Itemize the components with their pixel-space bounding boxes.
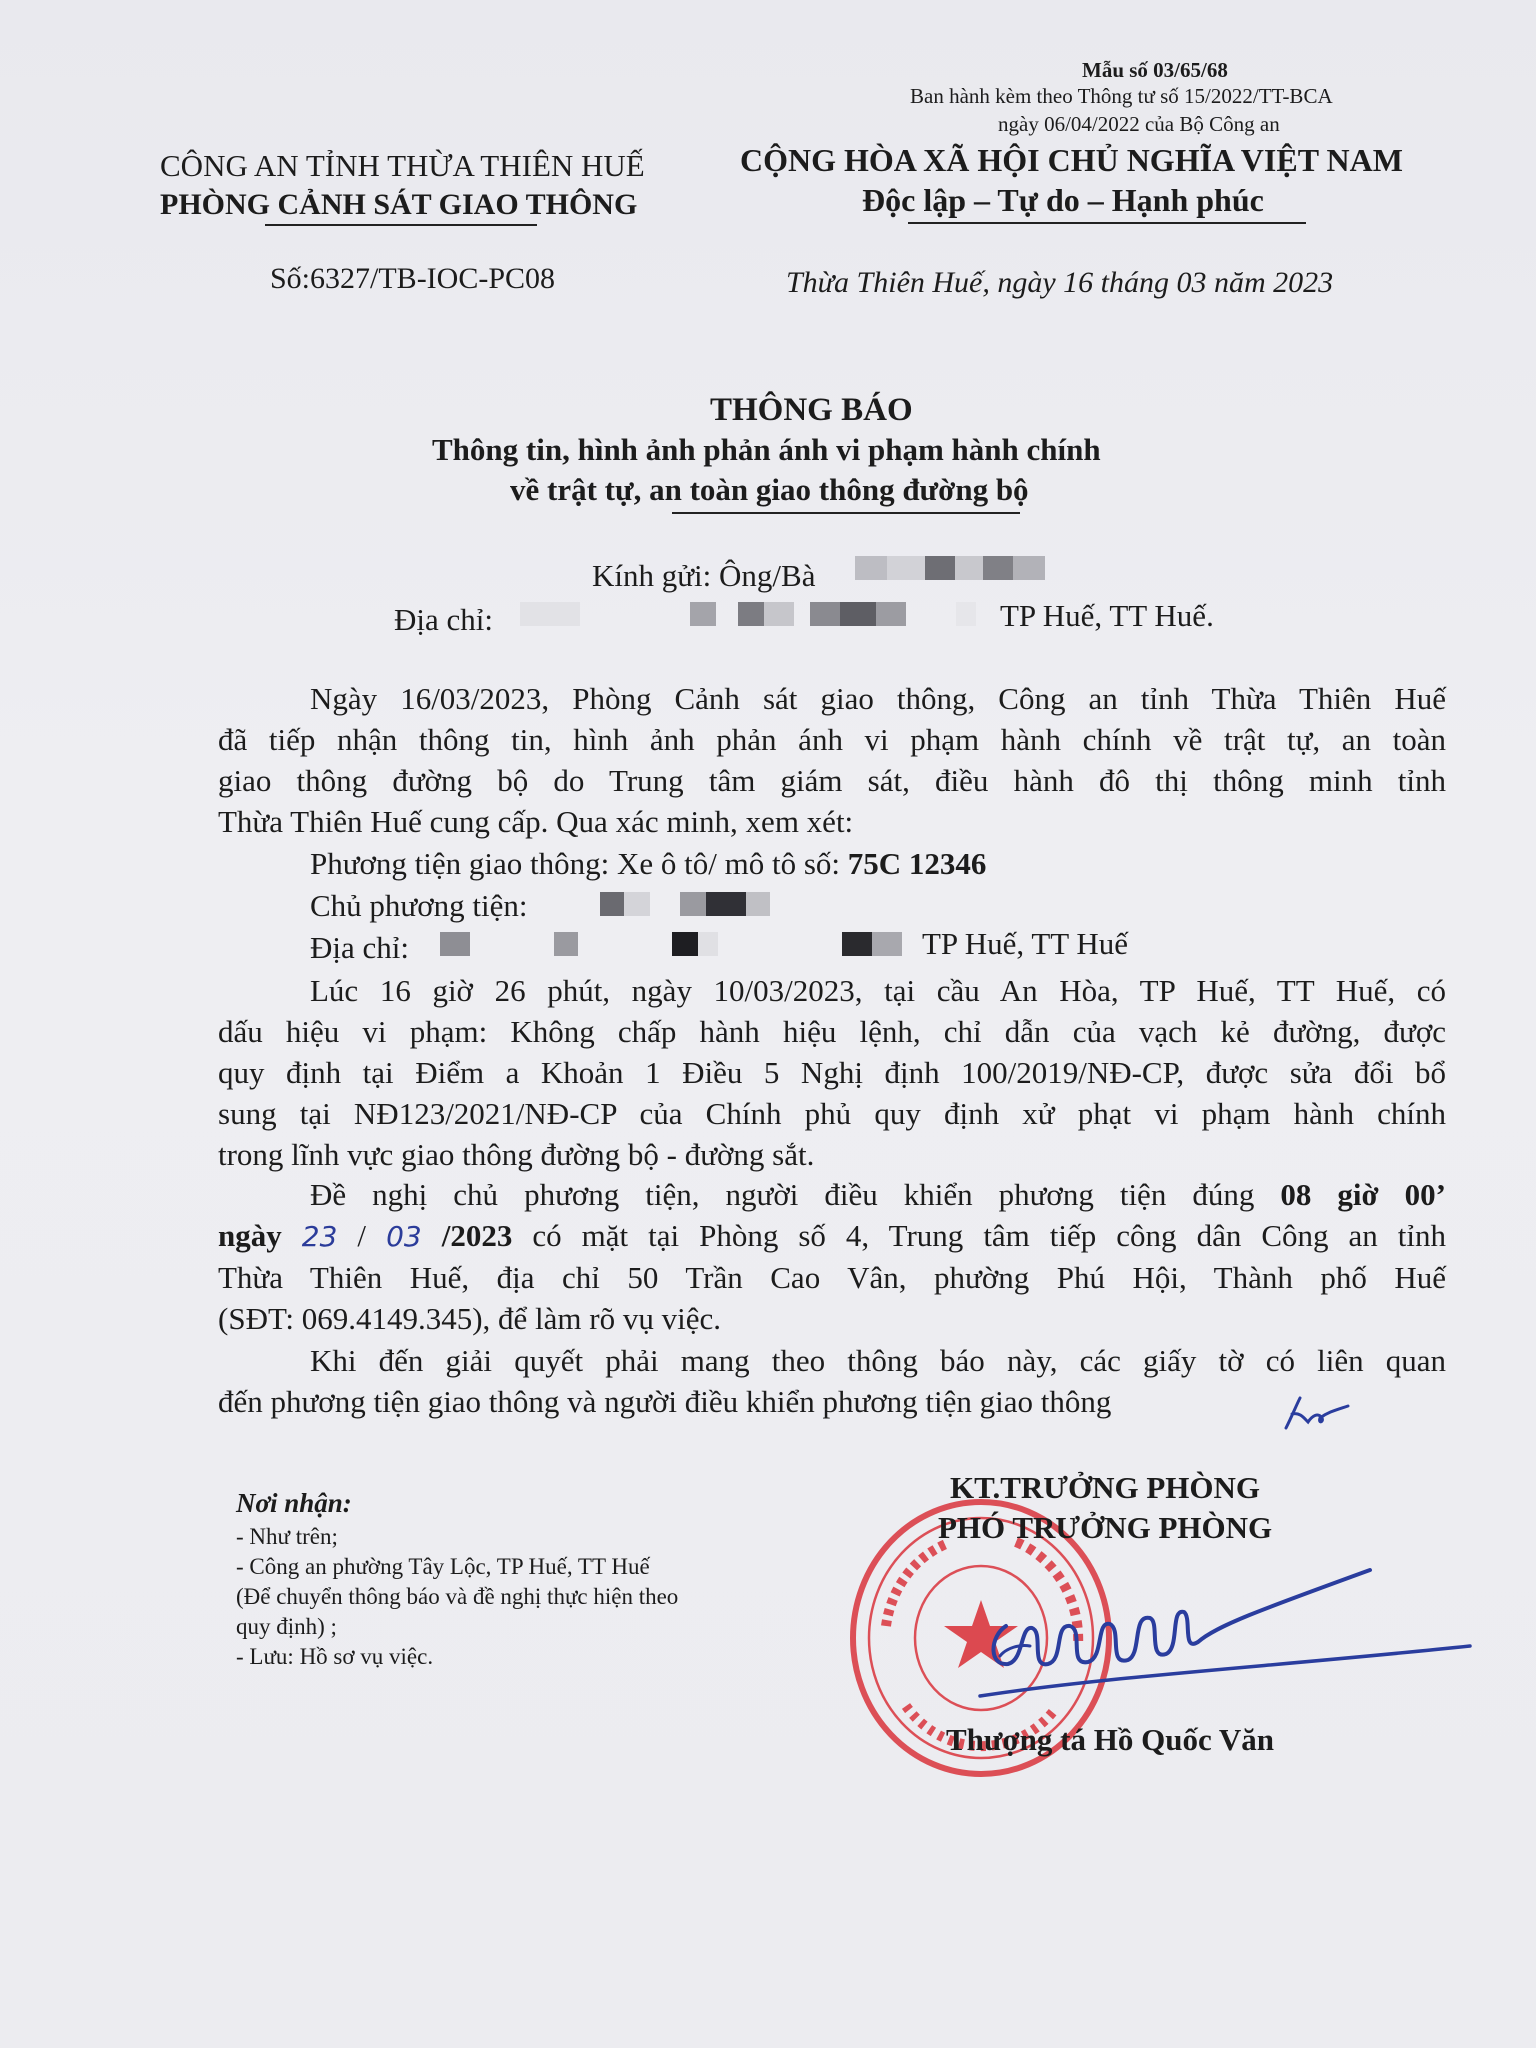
p3-text: có mặt tại Phòng số 4, Trung tâm tiếp công dân Công an tỉnh	[512, 1218, 1447, 1253]
appointment-month-handwritten: 03	[386, 1220, 422, 1253]
p3-line	[218, 1174, 1446, 1215]
recipient-item: quy định) ;	[236, 1614, 337, 1639]
recipient-address-label: Địa chỉ:	[394, 602, 493, 637]
p2-line: sung tại NĐ123/2021/NĐ-CP của Chính phủ quy định xử phạt vi phạm hành chính	[218, 1096, 1446, 1131]
p1-line: Ngày 16/03/2023, Phòng Cảnh sát giao thông, Công an tỉnh Thừa Thiên Huế	[310, 681, 1446, 716]
appointment-day-label: ngày	[218, 1218, 282, 1253]
recipient-item: - Lưu: Hồ sơ vụ việc.	[236, 1644, 434, 1669]
p2-line: Lúc 16 giờ 26 phút, ngày 10/03/2023, tại cầu An Hòa, TP Huế, TT Huế, có	[310, 973, 1446, 1008]
national-motto: Độc lập – Tự do – Hạnh phúc	[862, 182, 1264, 218]
signature-role-1: KT.TRƯỞNG PHÒNG	[950, 1470, 1260, 1505]
title-underline	[672, 512, 1020, 514]
p3-line	[218, 1215, 1446, 1257]
p2-line: trong lĩnh vực giao thông đường bộ - đường sắt.	[218, 1137, 815, 1172]
form-issued-date: ngày 06/04/2022 của Bộ Công an	[998, 112, 1280, 136]
country-name: CỘNG HÒA XÃ HỘI CHỦ NGHĨA VIỆT NAM	[740, 142, 1403, 178]
handwritten-signature	[960, 1556, 1480, 1706]
appointment-time: 08 giờ 00’	[1280, 1177, 1446, 1212]
p2-line: quy định tại Điểm a Khoản 1 Điều 5 Nghị định 100/2019/NĐ-CP, được sửa đổi bổ	[218, 1055, 1446, 1090]
document-subtitle-2: về trật tự, an toàn giao thông đường bộ	[510, 472, 1029, 507]
place-date: Thừa Thiên Huế, ngày 16 tháng 03 năm 2023	[786, 266, 1334, 299]
document-subtitle-1: Thông tin, hình ảnh phản ánh vi phạm hành chính	[432, 432, 1101, 467]
p1-line: Thừa Thiên Huế cung cấp. Qua xác minh, xem xét:	[218, 804, 854, 839]
document-number: Số:6327/TB-IOC-PC08	[270, 262, 556, 295]
recipient-item: (Để chuyển thông báo và đề nghị thực hiện theo	[236, 1584, 679, 1609]
recipients-heading: Nơi nhận:	[236, 1488, 352, 1518]
recipient-name-redacted	[855, 556, 1045, 580]
vehicle-plate: 75C 12346	[847, 846, 987, 881]
vehicle-line	[310, 846, 986, 882]
p4-line: đến phương tiện giao thông và người điều khiển phương tiện giao thông	[218, 1384, 1112, 1419]
recipient-address-tail: TP Huế, TT Huế.	[1000, 598, 1214, 633]
date-separator: /	[357, 1218, 367, 1253]
p3-line: (SĐT: 069.4149.345), để làm rõ vụ việc.	[218, 1301, 721, 1336]
p2-line: dấu hiệu vi phạm: Không chấp hành hiệu lệnh, chỉ dẫn của vạch kẻ đường, được	[218, 1014, 1446, 1049]
greeting-label: Kính gửi: Ông/Bà	[592, 558, 816, 593]
signer-name: Thượng tá Hồ Quốc Văn	[946, 1722, 1275, 1757]
p1-line: giao thông đường bộ do Trung tâm giám sát, điều hành đô thị thông minh tỉnh	[218, 763, 1446, 798]
owner-name-redacted	[600, 892, 770, 916]
vehicle-label: Phương tiện giao thông: Xe ô tô/ mô tô số:	[310, 846, 848, 881]
form-code: Mẫu số 03/65/68	[1082, 58, 1228, 82]
agency-name: PHÒNG CẢNH SÁT GIAO THÔNG	[160, 188, 638, 221]
p3-text: Đề nghị chủ phương tiện, người điều khiển phương tiện đúng	[310, 1177, 1281, 1212]
p1-line: đã tiếp nhận thông tin, hình ảnh phản ánh vi phạm hành chính về trật tự, an toàn	[218, 722, 1446, 757]
agency-parent: CÔNG AN TỈNH THỪA THIÊN HUẾ	[160, 148, 645, 183]
owner-address-tail: TP Huế, TT Huế	[922, 926, 1129, 961]
motto-underline	[908, 222, 1306, 224]
paragraph-4	[218, 1340, 1446, 1422]
p3-line: Thừa Thiên Huế, địa chỉ 50 Trần Cao Vân, phường Phú Hội, Thành phố Huế	[218, 1260, 1446, 1295]
paragraph-1	[218, 678, 1446, 842]
owner-label: Chủ phương tiện:	[310, 888, 528, 923]
document-title: THÔNG BÁO	[710, 392, 913, 428]
paragraph-2	[218, 970, 1446, 1175]
recipient-item: - Như trên;	[236, 1524, 338, 1549]
initials-mark	[1278, 1388, 1358, 1438]
appointment-day-handwritten: 23	[301, 1220, 338, 1253]
appointment-year: /2023	[441, 1218, 513, 1253]
p4-line: Khi đến giải quyết phải mang theo thông báo này, các giấy tờ có liên quan	[310, 1343, 1446, 1378]
signature-role-2: PHÓ TRƯỞNG PHÒNG	[938, 1510, 1273, 1545]
owner-address-label: Địa chỉ:	[310, 930, 409, 965]
agency-underline	[265, 224, 537, 226]
owner-address-redacted	[440, 932, 910, 956]
paragraph-3	[218, 1174, 1446, 1339]
recipient-address-redacted	[520, 602, 980, 626]
form-issued-by: Ban hành kèm theo Thông tư số 15/2022/TT-BCA	[910, 84, 1333, 108]
recipient-item: - Công an phường Tây Lộc, TP Huế, TT Huế	[236, 1554, 650, 1579]
